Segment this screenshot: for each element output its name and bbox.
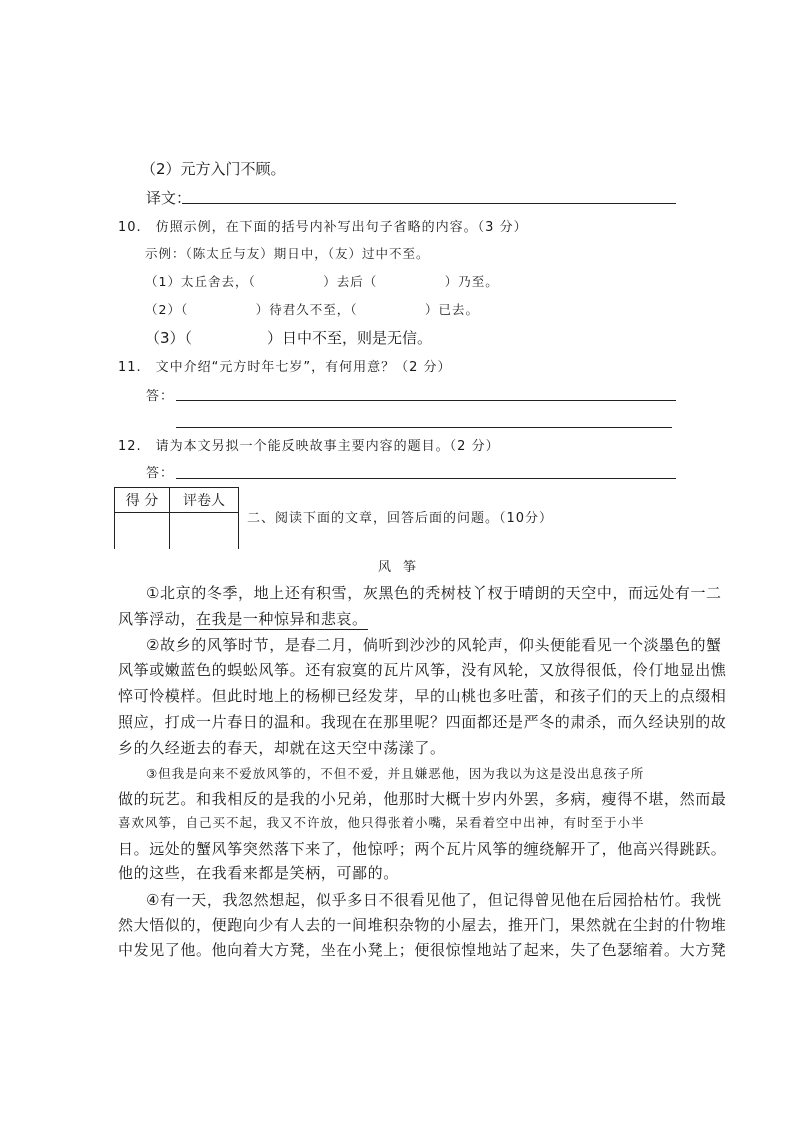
score-cell[interactable] <box>115 513 170 551</box>
score-table <box>114 487 239 551</box>
p1-line2-a: 风筝浮动， <box>118 610 197 628</box>
q12-answer-line[interactable] <box>176 478 676 479</box>
q10-line2: （2）（ ）待君久不至，（ ）已去。 <box>145 302 479 317</box>
q11-answer-line-2[interactable] <box>176 427 672 428</box>
section2-heading: 二、阅读下面的文章，回答后面的问题。（10分） <box>247 511 554 526</box>
grader-header: 评卷人 <box>170 488 239 513</box>
p3-line3: 喜欢风筝，自己买不起，我又不许放，他只得张着小嘴，呆看着空中出神，有时至于小半 <box>118 815 645 830</box>
p1-line2 <box>118 608 368 629</box>
p3-line4: 日。远处的蟹风筝突然落下来了，他惊呼；两个瓦片风筝的缠绕解开了，他高兴得跳跃。 <box>118 840 727 858</box>
article-title: 风 筝 <box>378 560 421 575</box>
q10-line1: （1）太丘舍去，（ ）去后（ ）乃至。 <box>145 274 499 289</box>
p3-line5: 他的这些，在我看来都是笑柄，可鄙的。 <box>118 864 399 882</box>
q10-line3: （3）（ ）日中不至，则是无信。 <box>145 329 433 347</box>
p1-line1: ①北京的冬季，地上还有积雪，灰黑色的秃树枝丫杈于晴朗的天空中，而远处有一二 <box>146 584 722 602</box>
p1-underlined-sentence: 在我是一种惊异和悲哀。 <box>196 610 368 628</box>
p2-line5: 乡的久经逝去的春天，却就在这天空中荡漾了。 <box>118 739 446 757</box>
q11-prompt: 11. 文中介绍“元方时年七岁”，有何用意？（2 分） <box>118 360 452 375</box>
q10-prompt: 10. 仿照示例，在下面的括号内补写出句子省略的内容。（3 分） <box>118 220 528 235</box>
p2-line1: ②故乡的风筝时节，是春二月，倘听到沙沙的风轮声，仰头便能看见一个淡墨色的蟹 <box>146 636 722 654</box>
q9-answer-line[interactable] <box>182 203 676 204</box>
q9-item2: （2）元方入门不顾。 <box>141 160 286 178</box>
q11-answer-label: 答： <box>146 389 175 404</box>
q12-prompt: 12. 请为本文另拟一个能反映故事主要内容的题目。（2 分） <box>118 439 500 454</box>
grader-cell[interactable] <box>170 513 239 551</box>
p4-line2: 然大悟似的，便跑向少有人去的一间堆积杂物的小屋去，推开门，果然就在尘封的什物堆 <box>118 916 727 934</box>
p2-line2: 风筝或嫩蓝色的蜈蚣风筝。还有寂寞的瓦片风筝，没有风轮，又放得很低，伶仃地显出憔 <box>118 661 727 679</box>
p4-line3: 中发见了他。他向着大方凳，坐在小凳上；便很惊惶地站了起来，失了色瑟缩着。大方凳 <box>118 941 727 959</box>
q10-example: 示例：（陈太丘与友）期日中，（友）过中不至。 <box>145 246 430 261</box>
p2-line4: 照应，打成一片春日的温和。我现在在那里呢？四面都还是严冬的肃杀，而久经诀别的故 <box>118 713 727 731</box>
q12-answer-label: 答： <box>146 466 175 481</box>
q11-answer-line-1[interactable] <box>176 400 676 401</box>
p4-line1: ④有一天，我忽然想起，似乎多日不很看见他了，但记得曾见他在后园拾枯竹。我恍 <box>146 891 722 909</box>
score-header: 得 分 <box>115 488 170 513</box>
q9-translation-label: 译文： <box>146 189 192 207</box>
p3-line2: 做的玩艺。和我相反的是我的小兄弟，他那时大概十岁内外罢，多病，瘦得不堪，然而最 <box>118 790 727 808</box>
p2-line3: 悴可怜模样。但此时地上的杨柳已经发芽，早的山桃也多吐蕾，和孩子们的天上的点缀相 <box>118 687 727 705</box>
p3-line1: ③但我是向来不爱放风筝的，不但不爱，并且嫌恶他，因为我以为这是没出息孩子所 <box>146 766 645 781</box>
